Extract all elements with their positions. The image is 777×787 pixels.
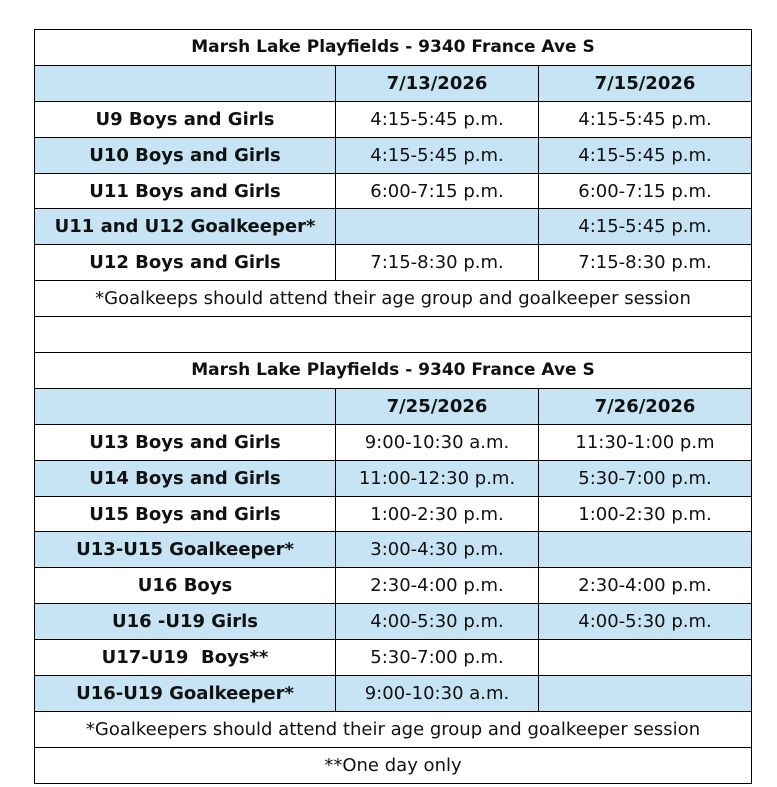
note-row	[35, 281, 752, 317]
time-cell: 3:00-4:30 p.m.	[336, 532, 539, 568]
time-cell: 7:15-8:30 p.m.	[336, 245, 539, 281]
table-row	[35, 532, 752, 568]
group-label: U13 Boys and Girls	[35, 424, 336, 460]
group-label: U11 and U12 Goalkeeper*	[35, 209, 336, 245]
time-cell: 4:00-5:30 p.m.	[336, 604, 539, 640]
time-cell: 7:15-8:30 p.m.	[539, 245, 752, 281]
section-title: Marsh Lake Playfields - 9340 France Ave S	[35, 353, 752, 389]
note-row	[35, 747, 752, 783]
time-cell: 5:30-7:00 p.m.	[336, 640, 539, 676]
time-cell: 4:15-5:45 p.m.	[336, 137, 539, 173]
time-cell: 5:30-7:00 p.m.	[539, 460, 752, 496]
goalkeeper-note: *Goalkeeps should attend their age group and goalkeeper session	[35, 281, 752, 317]
table-row	[35, 137, 752, 173]
section-title-row	[35, 30, 752, 66]
table-row	[35, 568, 752, 604]
note-row	[35, 711, 752, 747]
table-row	[35, 460, 752, 496]
time-cell: 6:00-7:15 p.m.	[336, 173, 539, 209]
spacer-row	[35, 317, 752, 353]
table-row	[35, 245, 752, 281]
time-cell: 11:30-1:00 p.m	[539, 424, 752, 460]
date-header-row	[35, 65, 752, 101]
time-cell: 4:15-5:45 p.m.	[336, 101, 539, 137]
one-day-note: **One day only	[35, 747, 752, 783]
group-label: U15 Boys and Girls	[35, 496, 336, 532]
time-cell: 4:15-5:45 p.m.	[539, 101, 752, 137]
time-cell: 1:00-2:30 p.m.	[336, 496, 539, 532]
table-row	[35, 173, 752, 209]
time-cell: 4:15-5:45 p.m.	[539, 209, 752, 245]
time-cell: 2:30-4:00 p.m.	[539, 568, 752, 604]
table-row	[35, 424, 752, 460]
group-label: U16-U19 Goalkeeper*	[35, 676, 336, 712]
group-label: U11 Boys and Girls	[35, 173, 336, 209]
table-row	[35, 209, 752, 245]
group-label: U13-U15 Goalkeeper*	[35, 532, 336, 568]
group-label: U16 Boys	[35, 568, 336, 604]
spacer-cell	[35, 317, 752, 353]
time-cell: 2:30-4:00 p.m.	[336, 568, 539, 604]
time-cell: 6:00-7:15 p.m.	[539, 173, 752, 209]
section-title-row	[35, 353, 752, 389]
table-row	[35, 496, 752, 532]
time-cell	[539, 532, 752, 568]
table-row	[35, 604, 752, 640]
date-header: 7/26/2026	[539, 388, 752, 424]
group-label: U9 Boys and Girls	[35, 101, 336, 137]
time-cell: 11:00-12:30 p.m.	[336, 460, 539, 496]
date-header: 7/15/2026	[539, 65, 752, 101]
table-row	[35, 640, 752, 676]
header-empty-cell	[35, 65, 336, 101]
time-cell: 4:15-5:45 p.m.	[539, 137, 752, 173]
group-label: U17-U19 Boys**	[35, 640, 336, 676]
goalkeeper-note: *Goalkeepers should attend their age group and goalkeeper session	[35, 711, 752, 747]
schedule-table	[34, 29, 752, 784]
date-header-row	[35, 388, 752, 424]
date-header: 7/25/2026	[336, 388, 539, 424]
table-row	[35, 101, 752, 137]
time-cell: 9:00-10:30 a.m.	[336, 676, 539, 712]
time-cell: 9:00-10:30 a.m.	[336, 424, 539, 460]
group-label: U16 -U19 Girls	[35, 604, 336, 640]
group-label: U12 Boys and Girls	[35, 245, 336, 281]
header-empty-cell	[35, 388, 336, 424]
group-label: U10 Boys and Girls	[35, 137, 336, 173]
time-cell: 1:00-2:30 p.m.	[539, 496, 752, 532]
table-row	[35, 676, 752, 712]
group-label: U14 Boys and Girls	[35, 460, 336, 496]
time-cell: 4:00-5:30 p.m.	[539, 604, 752, 640]
section-title: Marsh Lake Playfields - 9340 France Ave S	[35, 30, 752, 66]
time-cell	[539, 676, 752, 712]
time-cell	[336, 209, 539, 245]
date-header: 7/13/2026	[336, 65, 539, 101]
time-cell	[539, 640, 752, 676]
